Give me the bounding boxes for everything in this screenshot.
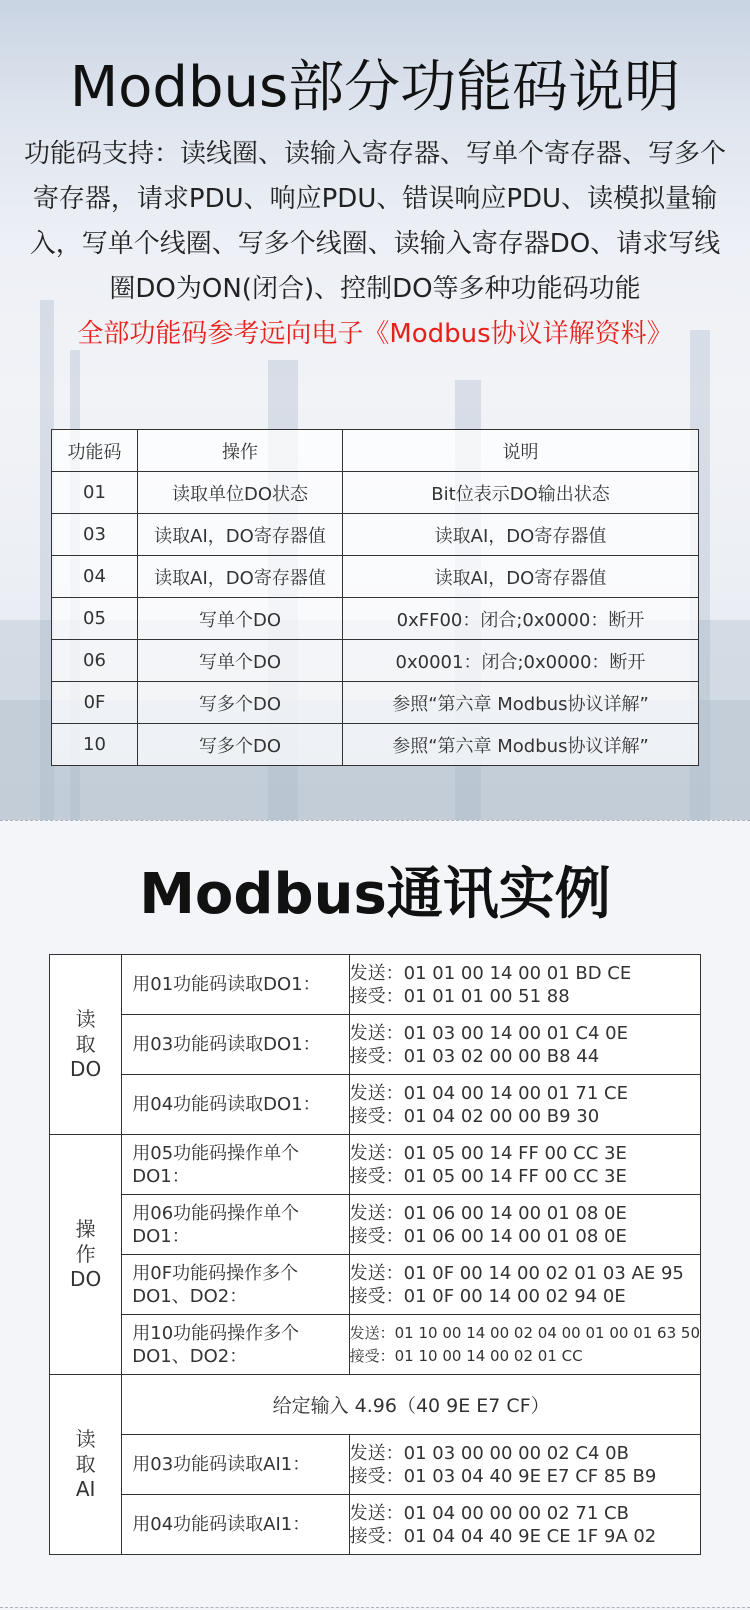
cell-operation: 写多个DO (138, 682, 343, 724)
cell-description: 0x0001：闭合;0x0000：断开 (343, 640, 699, 682)
receive-line-label: 接受： (349, 1165, 404, 1187)
send-line-label: 发送： (349, 1323, 395, 1342)
reference-note: 全部功能码参考远向电子《Modbus协议详解资料》 (77, 319, 673, 349)
send-line (350, 1022, 700, 1045)
send-line-bytes: 01 0F 00 14 00 02 01 03 AE 95 (403, 1262, 684, 1284)
receive-line (350, 1465, 700, 1488)
communication-examples-table (49, 954, 701, 1555)
group-label-line: 取 (75, 1032, 96, 1056)
send-line (350, 1082, 700, 1105)
send-line-label: 发送： (349, 1442, 404, 1464)
given-input: 给定输入 4.96（40 9E E7 CF） (122, 1375, 701, 1435)
table-row (52, 682, 699, 724)
example-frames (349, 1255, 700, 1315)
send-line-label: 发送： (349, 1082, 404, 1104)
receive-line-bytes: 01 04 02 00 00 B9 30 (403, 1105, 600, 1127)
cell-operation: 写单个DO (138, 640, 343, 682)
send-line (350, 1442, 700, 1465)
cell-description: 读取AI，DO寄存器值 (343, 514, 699, 556)
receive-line-bytes: 01 03 04 40 9E E7 CF 85 B9 (403, 1465, 657, 1487)
receive-line (350, 1285, 700, 1308)
table-row (52, 556, 699, 598)
receive-line-label: 接受： (349, 1225, 404, 1247)
example-frames (349, 1315, 700, 1375)
send-line-bytes: 01 03 00 00 00 02 C4 0B (403, 1442, 629, 1464)
group-label (50, 1135, 122, 1375)
receive-line-label: 接受： (349, 1346, 395, 1365)
table-row (50, 1255, 701, 1315)
table-row (52, 472, 699, 514)
cell-function-code: 0F (52, 682, 138, 724)
cell-description: 参照“第六章 Modbus协议详解” (343, 724, 699, 766)
cell-description: 0xFF00：闭合;0x0000：断开 (343, 598, 699, 640)
header-operation: 操作 (138, 430, 343, 472)
receive-line (350, 1045, 700, 1068)
intro-text: 功能码支持：读线圈、读输入寄存器、写单个寄存器、写多个寄存器，请求PDU、响应PDU、错误响应PDU、读模拟量输入，写单个线圈、写多个线圈、读输入寄存器DO、请求写线圈DO为ON(闭合)、控制DO等多种功能码功能 (23, 139, 726, 304)
table-row (52, 598, 699, 640)
table-row (50, 1375, 701, 1435)
example-description: 用01功能码读取DO1： (122, 955, 349, 1015)
group-label-line: 读 (75, 1427, 96, 1451)
receive-line-label: 接受： (349, 985, 404, 1007)
receive-line-bytes: 01 0F 00 14 00 02 94 0E (403, 1285, 626, 1307)
table-row (50, 1015, 701, 1075)
table-row (50, 955, 701, 1015)
receive-line-bytes: 01 01 01 00 51 88 (403, 985, 570, 1007)
table-row (50, 1135, 701, 1195)
cell-operation: 写单个DO (138, 598, 343, 640)
cell-function-code: 04 (52, 556, 138, 598)
send-line (350, 1322, 700, 1345)
table-row (50, 1195, 701, 1255)
table-header-row (52, 430, 699, 472)
send-line-bytes: 01 04 00 14 00 01 71 CE (403, 1082, 628, 1104)
group-label-line: 取 (75, 1452, 96, 1476)
group-label-line: 作 (75, 1242, 96, 1266)
example-frames (349, 1075, 700, 1135)
example-frames (349, 955, 700, 1015)
table-row (50, 1075, 701, 1135)
send-line-bytes: 01 04 00 00 00 02 71 CB (403, 1502, 629, 1524)
receive-line (350, 985, 700, 1008)
send-line (350, 1142, 700, 1165)
receive-line-label: 接受： (349, 1525, 404, 1547)
cell-description: Bit位表示DO输出状态 (343, 472, 699, 514)
receive-line-label: 接受： (349, 1105, 404, 1127)
example-description: 用04功能码读取DO1： (122, 1075, 349, 1135)
cell-description: 参照“第六章 Modbus协议详解” (343, 682, 699, 724)
example-frames (349, 1495, 700, 1555)
receive-line (350, 1345, 700, 1368)
table-row (50, 1435, 701, 1495)
example-description: 用03功能码读取DO1： (122, 1015, 349, 1075)
group-label-line: AI (75, 1477, 96, 1501)
table-row (52, 640, 699, 682)
section-title-examples: Modbus通讯实例 (139, 862, 611, 927)
send-line (350, 1202, 700, 1225)
header-function-code: 功能码 (52, 430, 138, 472)
send-line-bytes: 01 03 00 14 00 01 C4 0E (403, 1022, 628, 1044)
example-frames (349, 1135, 700, 1195)
cell-function-code: 03 (52, 514, 138, 556)
table-row (50, 1315, 701, 1375)
group-label-line: DO (70, 1267, 102, 1291)
send-line-label: 发送： (349, 1142, 404, 1164)
send-line-label: 发送： (349, 962, 404, 984)
send-line-label: 发送： (349, 1502, 404, 1524)
cell-operation: 读取单位DO状态 (138, 472, 343, 514)
example-frames (349, 1015, 700, 1075)
example-frames (349, 1435, 700, 1495)
send-line-bytes: 01 05 00 14 FF 00 CC 3E (403, 1142, 627, 1164)
send-line (350, 962, 700, 985)
group-label-line: DO (70, 1057, 102, 1081)
group-label (50, 955, 122, 1135)
send-line-bytes: 01 10 00 14 00 02 04 00 01 00 01 63 50 (394, 1323, 700, 1342)
cell-operation: 读取AI，DO寄存器值 (138, 556, 343, 598)
cell-function-code: 06 (52, 640, 138, 682)
receive-line (350, 1225, 700, 1248)
receive-line-label: 接受： (349, 1045, 404, 1067)
receive-line-bytes: 01 04 04 40 9E CE 1F 9A 02 (403, 1525, 657, 1547)
function-code-table (51, 429, 699, 766)
cell-function-code: 10 (52, 724, 138, 766)
example-description: 用05功能码操作单个DO1： (122, 1135, 349, 1195)
example-frames (349, 1195, 700, 1255)
group-label-line: 读 (75, 1007, 96, 1031)
receive-line-bytes: 01 03 02 00 00 B8 44 (403, 1045, 600, 1067)
receive-line (350, 1165, 700, 1188)
example-description: 用0F功能码操作多个DO1、DO2： (122, 1255, 349, 1315)
receive-line (350, 1105, 700, 1128)
receive-line-bytes: 01 05 00 14 FF 00 CC 3E (403, 1165, 627, 1187)
header-description: 说明 (343, 430, 699, 472)
section-title-function-codes: Modbus部分功能码说明 (69, 55, 681, 120)
table-row (52, 724, 699, 766)
receive-line-label: 接受： (349, 1465, 404, 1487)
cell-description: 读取AI，DO寄存器值 (343, 556, 699, 598)
send-line-label: 发送： (349, 1262, 404, 1284)
section-divider (0, 820, 750, 821)
receive-line-bytes: 01 06 00 14 00 01 08 0E (403, 1225, 627, 1247)
receive-line-bytes: 01 10 00 14 00 02 01 CC (394, 1346, 583, 1365)
example-description: 用10功能码操作多个DO1、DO2： (122, 1315, 349, 1375)
send-line-label: 发送： (349, 1202, 404, 1224)
example-description: 用03功能码读取AI1： (122, 1435, 349, 1495)
cell-operation: 读取AI，DO寄存器值 (138, 514, 343, 556)
table-row (52, 514, 699, 556)
send-line (350, 1262, 700, 1285)
table-row (50, 1495, 701, 1555)
send-line-bytes: 01 06 00 14 00 01 08 0E (403, 1202, 627, 1224)
receive-line-label: 接受： (349, 1285, 404, 1307)
group-label-line: 操 (75, 1217, 96, 1241)
cell-operation: 写多个DO (138, 724, 343, 766)
example-description: 用04功能码读取AI1： (122, 1495, 349, 1555)
example-description: 用06功能码操作单个DO1： (122, 1195, 349, 1255)
bottom-divider (0, 1607, 750, 1608)
group-label (50, 1375, 122, 1555)
send-line-bytes: 01 01 00 14 00 01 BD CE (403, 962, 632, 984)
intro-paragraph (22, 132, 728, 357)
send-line (350, 1502, 700, 1525)
cell-function-code: 05 (52, 598, 138, 640)
cell-function-code: 01 (52, 472, 138, 514)
receive-line (350, 1525, 700, 1548)
send-line-label: 发送： (349, 1022, 404, 1044)
